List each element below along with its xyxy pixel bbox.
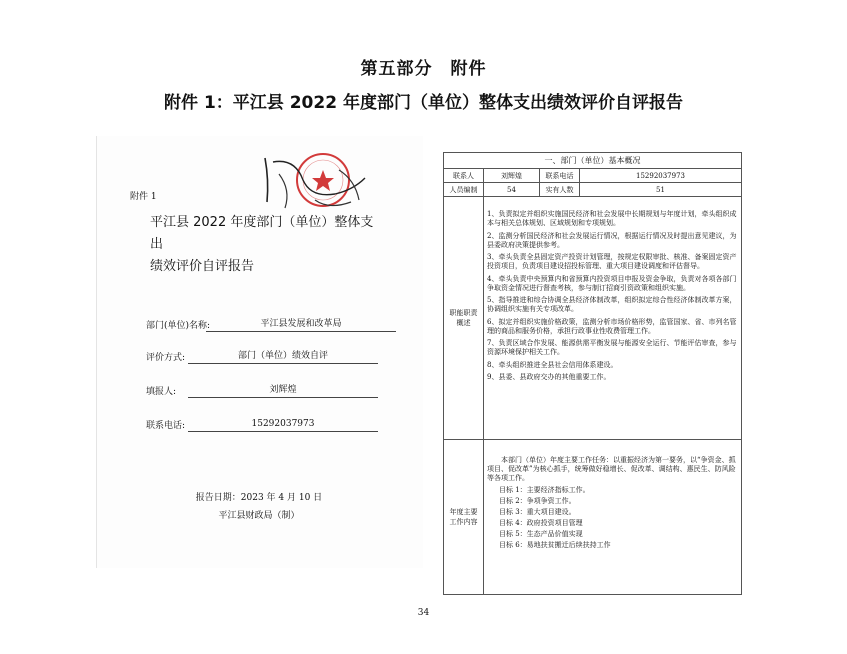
field-label: 联系电话: — [146, 421, 186, 431]
field-value: 部门（单位）绩效自评 — [188, 350, 378, 364]
staff-value: 54 — [484, 183, 540, 197]
field-phone — [146, 418, 315, 431]
report-date: 报告日期：2023 年 4 月 10 日 — [195, 493, 323, 503]
field-value: 15292037973 — [188, 418, 378, 432]
report-title-line-1: 平江县 2022 年度部门（单位）整体支出 — [150, 215, 374, 252]
goal-item: 目标 5：生态产品价值实现 — [499, 530, 583, 538]
field-eval-method — [146, 350, 328, 363]
actual-staff-value: 51 — [580, 183, 742, 197]
task-intro: 本部门（单位）年度主要工作任务：以重振经济为第一要务，以“争资金、抓项目、促改革”为核心抓手，统筹做好稳增长、促改革、调结构、惠民生、防风险等各项工作。 — [487, 456, 736, 482]
official-seal-icon — [255, 150, 375, 220]
duty-label-line-2: 概述 — [456, 319, 471, 327]
section-title: 一、部门（单位）基本概况 — [444, 153, 742, 169]
phone-label: 联系电话 — [540, 169, 580, 183]
part-title: 第五部分 附件 — [360, 59, 487, 79]
goal-item: 目标 2：争项争资工作。 — [499, 497, 576, 505]
issuer: 平江县财政局（制） — [218, 511, 300, 521]
duty-item: 4、牵头负责中央预算内和省预算内投资项目申报及资金争取，负责对各项各部门争取资金情况进行督查考核，参与制订招商引资政策和组织实施。 — [487, 274, 737, 292]
basic-info-table — [443, 152, 742, 595]
field-filler — [146, 384, 297, 397]
field-value: 平江县发展和改革局 — [206, 318, 396, 332]
task-label-line-2: 工作内容 — [449, 518, 478, 526]
duty-label — [444, 197, 484, 440]
duty-description — [484, 197, 742, 440]
field-label: 部门(单位)名称: — [146, 321, 211, 331]
phone-value: 15292037973 — [580, 169, 742, 183]
goal-item: 目标 6：易地扶贫搬迁后续扶持工作 — [499, 541, 611, 549]
field-department — [146, 318, 342, 331]
duty-item: 6、拟定并组织实施价格政策，监测分析市场价格形势，监管国家、省、市列名管理的商品和服务价格，承担行政事业性收费管理工作。 — [487, 317, 737, 335]
duty-item: 5、指导推进和综合协调全县经济体制改革，组织拟定综合性经济体制改革方案，协调组织实施有关专项改革。 — [487, 296, 737, 313]
duty-item: 3、牵头负责全县固定资产投资计划管理，按规定权限审批、核准、备案固定资产投资项目，负责项目建设招投标管理、重大项目建设调度和评估督导。 — [487, 253, 737, 270]
page-number: 34 — [417, 608, 430, 618]
attachment-label: 附件 1 — [130, 192, 157, 202]
staff-label: 人员编制 — [444, 183, 484, 197]
field-label: 填报人: — [146, 387, 177, 397]
goal-item: 目标 1：主要经济指标工作。 — [499, 486, 590, 494]
duty-item: 1、负责拟定并组织实施国民经济和社会发展中长期规划与年度计划，牵头组织成本与相关总体规划、区域规划和专项规划。 — [487, 210, 737, 227]
report-title — [150, 212, 380, 278]
annual-tasks — [484, 440, 742, 595]
goal-item: 目标 3：重大项目建设。 — [499, 508, 576, 516]
duty-item: 7、负责区域合作发展、能源供需平衡发展与能源安全运行、节能评估审查，参与资源环境保护相关工作。 — [487, 339, 737, 356]
task-label — [444, 440, 484, 595]
field-value: 刘辉煌 — [188, 384, 378, 398]
contact-label: 联系人 — [444, 169, 484, 183]
goal-item: 目标 4：政府投资项目管理 — [499, 519, 583, 527]
duty-item: 8、牵头组织推进全县社会信用体系建设。 — [487, 360, 618, 369]
field-label: 评价方式: — [146, 353, 186, 363]
attachment-title: 附件 1：平江县 2022 年度部门（单位）整体支出绩效评价自评报告 — [164, 93, 683, 113]
duty-label-line-1: 职能职责 — [449, 309, 478, 317]
report-title-line-2: 绩效评价自评报告 — [150, 259, 255, 274]
duty-item: 2、监测分析国民经济和社会发展运行情况，根据运行情况及时提出意见建议，为县委政府决策提供参考。 — [487, 231, 737, 249]
duty-item: 9、县委、县政府交办的其他重要工作。 — [487, 373, 611, 381]
contact-value: 刘辉煌 — [484, 169, 540, 183]
task-label-line-1: 年度主要 — [449, 508, 478, 516]
actual-staff-label: 实有人数 — [540, 183, 580, 197]
